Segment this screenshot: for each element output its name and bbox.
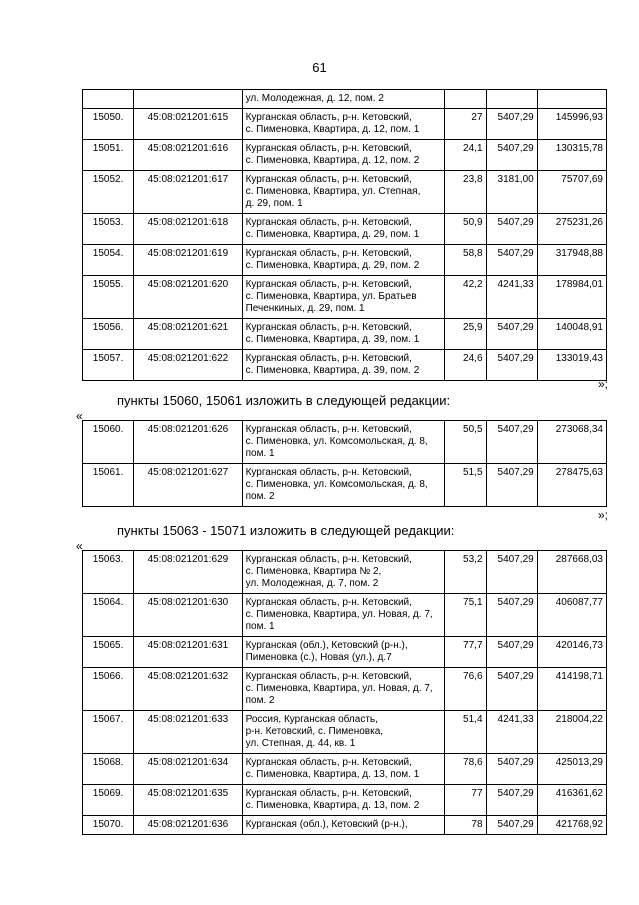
cadastral-number-cell: 45:08:021201:622 [134, 350, 242, 381]
address-cell: Курганская область, р-н. Кетовский, с. Пименовка, Квартира № 2, ул. Молодежная, д. 7, пом. 2 [242, 551, 445, 594]
address-cell: Курганская область, р-н. Кетовский, с. Пименовка, Квартира, д. 13, пом. 2 [242, 785, 445, 816]
instruction-paragraph-1: пункты 15060, 15061 изложить в следующей редакции: [117, 393, 451, 408]
area-cell: 58,8 [445, 245, 486, 276]
item-number-cell: 15051. [83, 140, 134, 171]
area-cell: 76,6 [445, 668, 486, 711]
cadastral-number-cell: 45:08:021201:635 [134, 785, 242, 816]
address-cell: Россия, Курганская область, р-н. Кетовский, с. Пименовка, ул. Степная, д. 44, кв. 1 [242, 711, 445, 754]
item-number-cell: 15056. [83, 319, 134, 350]
table-row [83, 109, 607, 140]
item-number-cell: 15065. [83, 637, 134, 668]
cadastral-cost-cell [537, 90, 606, 109]
cadastral-cost-cell: 317948,88 [537, 245, 606, 276]
table-row [83, 711, 607, 754]
cadastral-number-cell: 45:08:021201:616 [134, 140, 242, 171]
table-row [83, 637, 607, 668]
address-cell: Курганская (обл.), Кетовский (р-н.), Пименовка (с.), Новая (ул.), д.7 [242, 637, 445, 668]
table-row [83, 816, 607, 835]
address-cell: Курганская область, р-н. Кетовский, с. Пименовка, Квартира, д. 13, пом. 1 [242, 754, 445, 785]
cadastral-cost-cell: 406087,77 [537, 594, 606, 637]
cadastral-number-cell: 45:08:021201:626 [134, 421, 242, 464]
unit-price-cell: 5407,29 [486, 551, 537, 594]
area-cell: 42,2 [445, 276, 486, 319]
cadastral-cost-cell: 140048,91 [537, 319, 606, 350]
table-row [83, 350, 607, 381]
opening-quote-1: « [76, 409, 83, 423]
area-cell: 78 [445, 816, 486, 835]
cadastral-number-cell: 45:08:021201:615 [134, 109, 242, 140]
cadastral-cost-cell: 275231,26 [537, 214, 606, 245]
cadastral-number-cell: 45:08:021201:617 [134, 171, 242, 214]
table-row [83, 551, 607, 594]
address-cell: Курганская область, р-н. Кетовский, с. Пименовка, Квартира, ул. Степная, д. 29, пом. 1 [242, 171, 445, 214]
cadastral-number-cell: 45:08:021201:620 [134, 276, 242, 319]
address-cell: Курганская (обл.), Кетовский (р-н.), [242, 816, 445, 835]
unit-price-cell: 4241,33 [486, 711, 537, 754]
area-cell: 50,5 [445, 421, 486, 464]
address-cell: Курганская область, р-н. Кетовский, с. Пименовка, Квартира, ул. Новая, д. 7, пом. 1 [242, 594, 445, 637]
cadastral-number-cell: 45:08:021201:634 [134, 754, 242, 785]
table-row [83, 214, 607, 245]
address-cell: Курганская область, р-н. Кетовский, с. Пименовка, Квартира, д. 12, пом. 1 [242, 109, 445, 140]
address-cell: Курганская область, р-н. Кетовский, с. Пименовка, ул. Комсомольская, д. 8, пом. 1 [242, 421, 445, 464]
closing-quote-2: »; [598, 508, 609, 522]
unit-price-cell: 5407,29 [486, 109, 537, 140]
area-cell: 23,8 [445, 171, 486, 214]
cadastral-cost-cell: 287668,03 [537, 551, 606, 594]
unit-price-cell: 5407,29 [486, 350, 537, 381]
cadastral-cost-cell: 421768,92 [537, 816, 606, 835]
item-number-cell: 15064. [83, 594, 134, 637]
table-row [83, 464, 607, 507]
cadastral-number-cell: 45:08:021201:632 [134, 668, 242, 711]
unit-price-cell: 5407,29 [486, 214, 537, 245]
item-number-cell: 15054. [83, 245, 134, 276]
cadastral-number-cell: 45:08:021201:619 [134, 245, 242, 276]
item-number-cell: 15063. [83, 551, 134, 594]
registry-table-2 [82, 420, 607, 507]
item-number-cell: 15070. [83, 816, 134, 835]
instruction-paragraph-2: пункты 15063 - 15071 изложить в следующей редакции: [117, 523, 455, 538]
registry-table-3 [82, 550, 607, 835]
area-cell: 25,9 [445, 319, 486, 350]
item-number-cell: 15061. [83, 464, 134, 507]
table-row [83, 668, 607, 711]
item-number-cell: 15066. [83, 668, 134, 711]
table-row [83, 785, 607, 816]
item-number-cell: 15057. [83, 350, 134, 381]
cadastral-cost-cell: 420146,73 [537, 637, 606, 668]
item-number-cell: 15052. [83, 171, 134, 214]
area-cell: 78,6 [445, 754, 486, 785]
area-cell: 27 [445, 109, 486, 140]
page-number: 61 [312, 60, 327, 75]
unit-price-cell: 5407,29 [486, 140, 537, 171]
address-cell: Курганская область, р-н. Кетовский, с. Пименовка, Квартира, д. 39, пом. 1 [242, 319, 445, 350]
area-cell: 24,6 [445, 350, 486, 381]
area-cell: 75,1 [445, 594, 486, 637]
unit-price-cell: 5407,29 [486, 816, 537, 835]
item-number-cell: 15060. [83, 421, 134, 464]
address-cell: Курганская область, р-н. Кетовский, с. Пименовка, Квартира, д. 29, пом. 1 [242, 214, 445, 245]
table-row [83, 171, 607, 214]
closing-quote-1: »; [598, 377, 609, 391]
area-cell: 50,9 [445, 214, 486, 245]
unit-price-cell: 4241,33 [486, 276, 537, 319]
address-cell: Курганская область, р-н. Кетовский, с. Пименовка, Квартира, д. 39, пом. 2 [242, 350, 445, 381]
address-cell: Курганская область, р-н. Кетовский, с. Пименовка, Квартира, д. 12, пом. 2 [242, 140, 445, 171]
address-cell: Курганская область, р-н. Кетовский, с. Пименовка, ул. Комсомольская, д. 8, пом. 2 [242, 464, 445, 507]
table-row [83, 140, 607, 171]
item-number-cell: 15067. [83, 711, 134, 754]
area-cell [445, 90, 486, 109]
unit-price-cell: 5407,29 [486, 245, 537, 276]
cadastral-number-cell: 45:08:021201:633 [134, 711, 242, 754]
table-row [83, 245, 607, 276]
cadastral-cost-cell: 414198,71 [537, 668, 606, 711]
area-cell: 51,5 [445, 464, 486, 507]
unit-price-cell: 3181,00 [486, 171, 537, 214]
cadastral-cost-cell: 130315,78 [537, 140, 606, 171]
item-number-cell: 15069. [83, 785, 134, 816]
unit-price-cell: 5407,29 [486, 637, 537, 668]
area-cell: 53,2 [445, 551, 486, 594]
cadastral-cost-cell: 218004,22 [537, 711, 606, 754]
cadastral-number-cell: 45:08:021201:636 [134, 816, 242, 835]
unit-price-cell [486, 90, 537, 109]
item-number-cell: 15053. [83, 214, 134, 245]
table-row [83, 594, 607, 637]
table-row [83, 754, 607, 785]
address-cell: Курганская область, р-н. Кетовский, с. Пименовка, Квартира, ул. Новая, д. 7, пом. 2 [242, 668, 445, 711]
unit-price-cell: 5407,29 [486, 594, 537, 637]
unit-price-cell: 5407,29 [486, 754, 537, 785]
cadastral-number-cell: 45:08:021201:627 [134, 464, 242, 507]
unit-price-cell: 5407,29 [486, 785, 537, 816]
cadastral-cost-cell: 178984,01 [537, 276, 606, 319]
table-row [83, 90, 607, 109]
area-cell: 24,1 [445, 140, 486, 171]
cadastral-cost-cell: 145996,93 [537, 109, 606, 140]
address-cell: Курганская область, р-н. Кетовский, с. Пименовка, Квартира, ул. Братьев Печенкиных, д. 29, пом. 1 [242, 276, 445, 319]
address-cell: Курганская область, р-н. Кетовский, с. Пименовка, Квартира, д. 29, пом. 2 [242, 245, 445, 276]
item-number-cell: 15050. [83, 109, 134, 140]
opening-quote-2: « [76, 539, 83, 553]
cadastral-number-cell: 45:08:021201:630 [134, 594, 242, 637]
item-number-cell [83, 90, 134, 109]
item-number-cell: 15068. [83, 754, 134, 785]
table-row [83, 421, 607, 464]
unit-price-cell: 5407,29 [486, 421, 537, 464]
cadastral-cost-cell: 416361,62 [537, 785, 606, 816]
unit-price-cell: 5407,29 [486, 668, 537, 711]
cadastral-cost-cell: 133019,43 [537, 350, 606, 381]
cadastral-cost-cell: 75707,69 [537, 171, 606, 214]
cadastral-number-cell: 45:08:021201:621 [134, 319, 242, 350]
unit-price-cell: 5407,29 [486, 464, 537, 507]
table-row [83, 276, 607, 319]
area-cell: 77 [445, 785, 486, 816]
cadastral-number-cell: 45:08:021201:618 [134, 214, 242, 245]
table-row [83, 319, 607, 350]
registry-table-1 [82, 89, 607, 381]
address-cell: ул. Молодежная, д. 12, пом. 2 [242, 90, 445, 109]
cadastral-number-cell: 45:08:021201:629 [134, 551, 242, 594]
area-cell: 51,4 [445, 711, 486, 754]
unit-price-cell: 5407,29 [486, 319, 537, 350]
cadastral-cost-cell: 273068,34 [537, 421, 606, 464]
cadastral-number-cell [134, 90, 242, 109]
cadastral-cost-cell: 425013,29 [537, 754, 606, 785]
cadastral-cost-cell: 278475,63 [537, 464, 606, 507]
item-number-cell: 15055. [83, 276, 134, 319]
cadastral-number-cell: 45:08:021201:631 [134, 637, 242, 668]
area-cell: 77,7 [445, 637, 486, 668]
